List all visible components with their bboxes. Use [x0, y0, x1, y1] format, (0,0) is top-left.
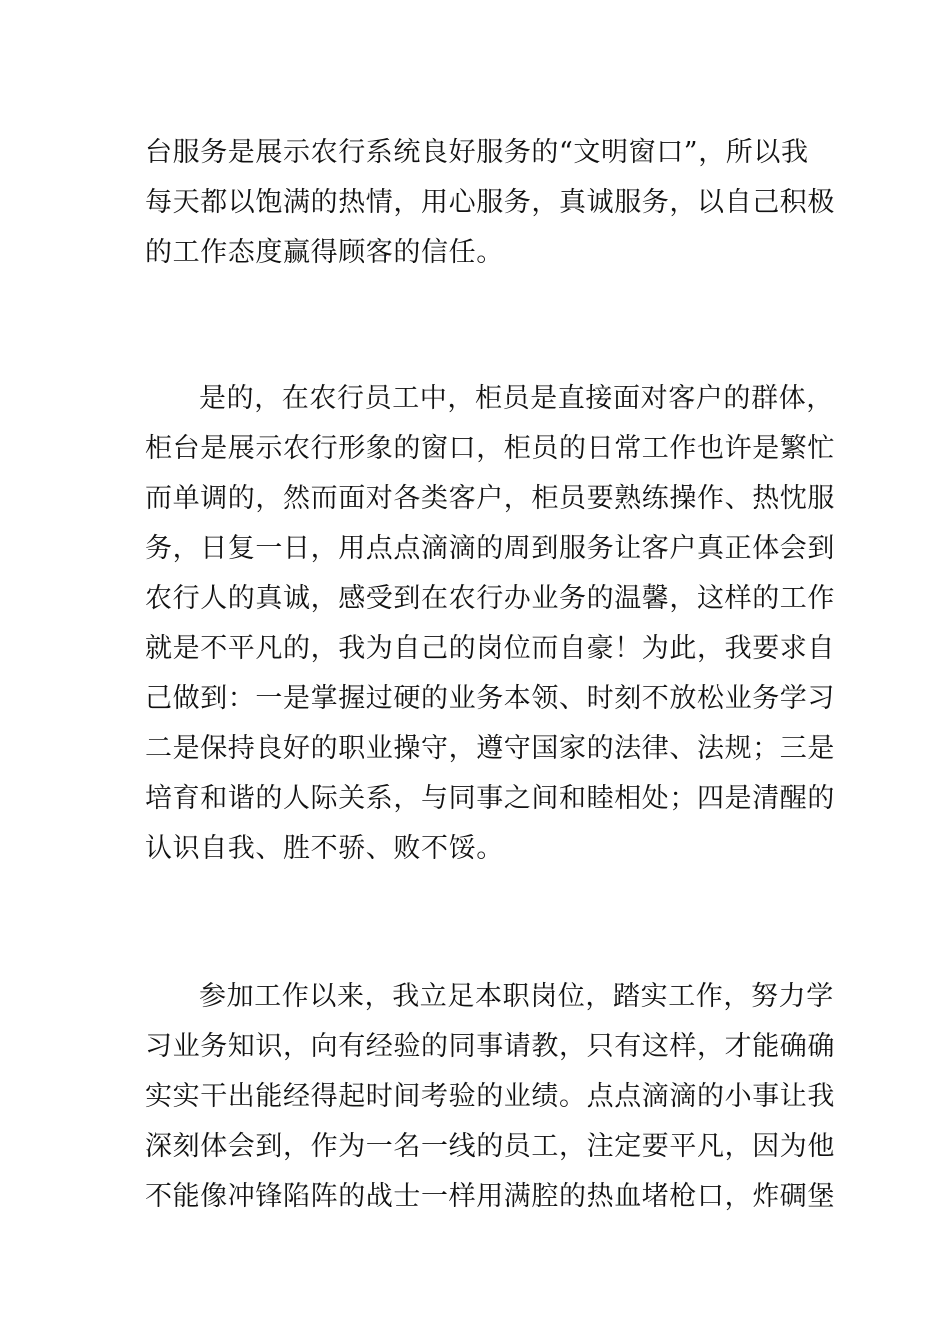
- paragraph-line: 就是不平凡的，我为自己的岗位而自豪！为此，我要求自: [145, 633, 835, 664]
- paragraph-line: 二是保持良好的职业操守，遵守国家的法律、法规；三是: [145, 733, 835, 764]
- paragraph-line: 的工作态度赢得顾客的信任。: [145, 237, 504, 268]
- paragraph-line: 培育和谐的人际关系，与同事之间和睦相处；四是清醒的: [145, 783, 835, 814]
- paragraph-line: 农行人的真诚，感受到在农行办业务的温馨，这样的工作: [145, 583, 835, 614]
- paragraph-2: [145, 374, 835, 874]
- paragraph-line: 是的，在农行员工中，柜员是直接面对客户的群体，: [199, 383, 834, 414]
- paragraph-3: [145, 972, 835, 1222]
- paragraph-line: 而单调的，然而面对各类客户，柜员要熟练操作、热忱服: [145, 483, 835, 514]
- paragraph-line: 习业务知识，向有经验的同事请教，只有这样，才能确确: [145, 1031, 835, 1062]
- paragraph-line: 台服务是展示农行系统良好服务的“文明窗口”，所以我: [145, 137, 809, 168]
- paragraph-line: 实实干出能经得起时间考验的业绩。点点滴滴的小事让我: [145, 1081, 835, 1112]
- paragraph-line: 己做到：一是掌握过硬的业务本领、时刻不放松业务学习: [145, 683, 835, 714]
- paragraph-line: 深刻体会到，作为一名一线的员工，注定要平凡，因为他: [145, 1131, 835, 1162]
- paragraph-line: 务，日复一日，用点点滴滴的周到服务让客户真正体会到: [145, 533, 835, 564]
- paragraph-line: 柜台是展示农行形象的窗口，柜员的日常工作也许是繁忙: [145, 433, 835, 464]
- paragraph-line: 认识自我、胜不骄、败不馁。: [145, 833, 504, 864]
- paragraph-1: [145, 128, 835, 278]
- paragraph-line: 不能像冲锋陷阵的战士一样用满腔的热血堵枪口，炸碉堡: [145, 1181, 835, 1212]
- paragraph-line: 参加工作以来，我立足本职岗位，踏实工作，努力学: [199, 981, 834, 1012]
- paragraph-line: 每天都以饱满的热情，用心服务，真诚服务，以自己积极: [145, 187, 835, 218]
